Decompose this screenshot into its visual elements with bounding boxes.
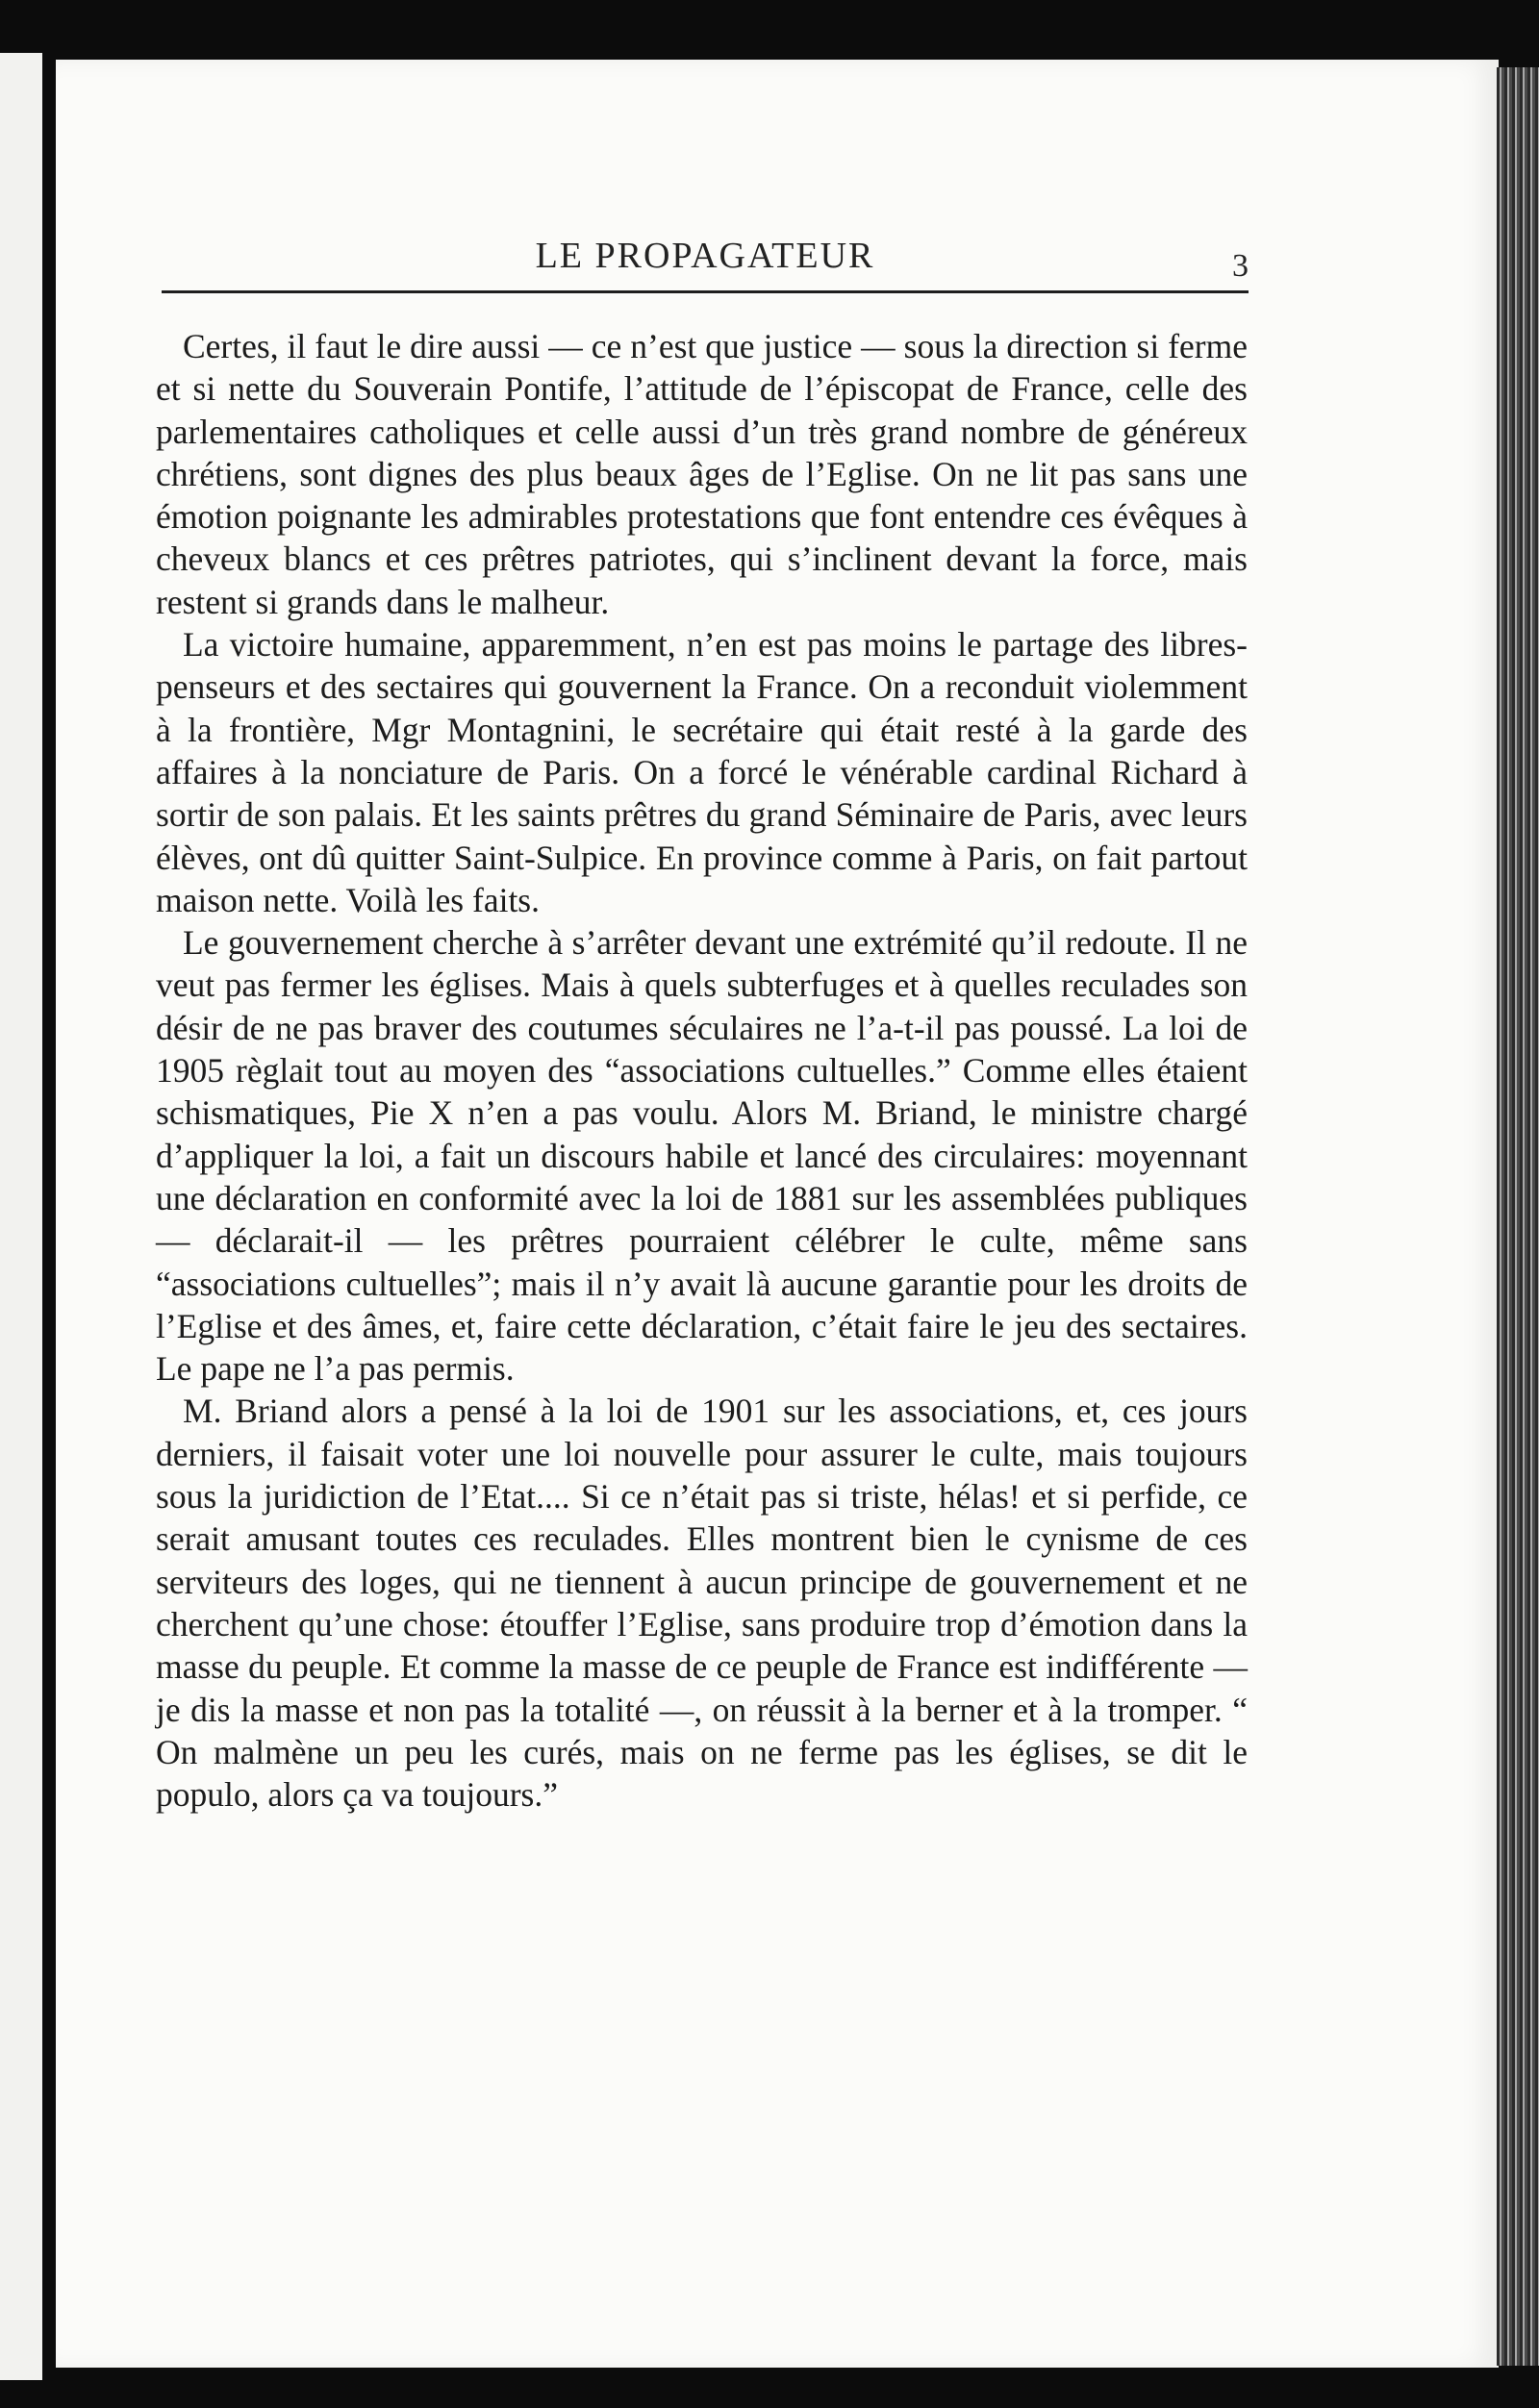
- running-title: LE PROPAGATEUR: [535, 236, 875, 276]
- paragraph: Certes, il faut le dire aussi — ce n’est que justice — sous la direction si ferme et si nette du Souverain Pontife, l’attitude de l’épiscopat de France, celle des parlementaires catholiques et celle aussi d’un très grand nombre de généreux chrétiens, sont dignes des plus beaux âges de l’Eglise. On ne lit pas sans une émotion poignante les admirables protestations que font entendre ces évêques à cheveux blancs et ces prêtres patriotes, qui s’inclinent devant la force, mais restent si grands dans le malheur.: [156, 327, 1248, 621]
- page-number: 3: [1232, 248, 1249, 284]
- paragraph: La victoire humaine, apparemment, n’en est pas moins le partage des libres-penseurs et des sectaires qui gouvernent la France. On a reconduit violemment à la frontière, Mgr Montagnini, le secrétaire qui était resté à la garde des affaires à la nonciature de Paris. On a forcé le vénérable cardinal Richard à sortir de son palais. Et les saints prêtres du grand Séminaire de Paris, avec leurs élèves, ont dû quitter Saint-Sulpice. En province comme à Paris, on fait partout maison nette. Voilà les faits.: [156, 625, 1248, 919]
- adjacent-page-edge: [0, 53, 42, 2380]
- body-text: [156, 325, 1248, 1816]
- page-edges: [1497, 67, 1539, 2366]
- header-rule: [162, 290, 1249, 293]
- paragraph: M. Briand alors a pensé à la loi de 1901 sur les associations, et, ces jours derniers, il faisait voter une loi nouvelle pour assurer le culte, mais toujours sous la juridiction de l’Etat.... Si ce n’était pas si triste, hélas! et si perfide, ce serait amusant toutes ces reculades. Elles montrent bien le cynisme de ces serviteurs des loges, qui ne tiennent à aucun principe de gouvernement et ne cherchent qu’une chose: étouffer l’Eglise, sans produire trop d’émotion dans la masse du peuple. Et comme la masse de ce peuple de France est indifférente — je dis la masse et non pas la totalité —, on réussit à la berner et à la tromper. “ On malmène un peu les curés, mais on ne ferme pas les églises, se dit le populo, alors ça va toujours.”: [156, 1392, 1248, 1815]
- page-header: [162, 231, 1249, 287]
- paragraph: Le gouvernement cherche à s’arrêter devant une extrémité qu’il redoute. Il ne veut pas fermer les églises. Mais à quels subterfuges et à quelles reculades son désir de ne pas braver des coutumes séculaires ne l’a-t-il pas poussé. La loi de 1905 règlait tout au moyen des “associations cultuelles.” Comme elles étaient schismatiques, Pie X n’en a pas voulu. Alors M. Briand, le ministre chargé d’appliquer la loi, a fait un discours habile et lancé des circulaires: moyennant une déclaration en conformité avec la loi de 1881 sur les assemblées publiques — déclarait-il — les prêtres pourraient célébrer le culte, même sans “associations cultuelles”; mais il n’y avait là aucune garantie pour les droits de l’Eglise et des âmes, et, faire cette déclaration, c’était faire le jeu des sectaires. Le pape ne l’a pas permis.: [156, 923, 1248, 1389]
